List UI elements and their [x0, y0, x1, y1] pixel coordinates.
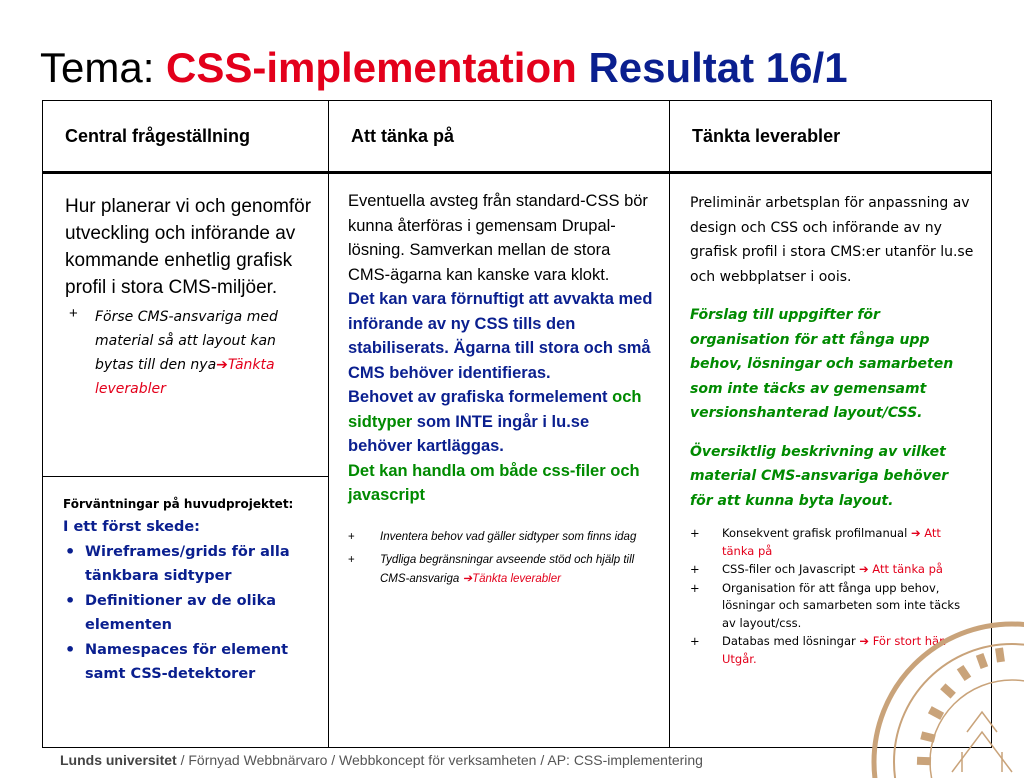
- deliverables-p1: Preliminär arbetsplan för anpassning av design och CSS och införande av ny grafisk profil i stora CMS:er utanför lu.se och webbplatser i oois.: [690, 195, 974, 285]
- bullet-marker: +: [69, 305, 78, 322]
- list-item: [63, 540, 325, 589]
- list-item: [690, 525, 975, 560]
- footer: [60, 748, 900, 772]
- note-body: Tydliga begränsningar avseende stöd och hjälp till CMS-ansvariga: [380, 553, 635, 585]
- bullet-text: [95, 305, 315, 401]
- bullet-body: Förse CMS-ansvariga med material så att layout kan bytas till den nya: [95, 309, 278, 373]
- header-think: Att tänka på: [351, 125, 455, 146]
- item-body: CSS-filer och Javascript: [722, 562, 859, 576]
- list-item-text: [722, 561, 943, 579]
- title-prefix: Tema:: [40, 44, 167, 91]
- item-link: Att tänka på: [872, 562, 943, 576]
- item-link: Att tänka på: [722, 526, 941, 558]
- header-deliverables: Tänkta leverabler: [692, 125, 841, 146]
- item-link: För stort här. Utgår.: [722, 634, 947, 666]
- list-item-text: Definitioner av de olika elementen: [85, 592, 277, 633]
- p3-part-a: Behovet av grafiska formelement: [348, 388, 613, 406]
- list-item-text: Namespaces för element samt CSS-detektorer: [85, 641, 289, 682]
- title-result: Resultat 16/1: [588, 44, 848, 91]
- header-central: Central frågeställning: [65, 125, 251, 146]
- bullet-dot: •: [65, 541, 76, 561]
- p3-part-green: och sidtyper: [348, 388, 642, 431]
- considerations-cell: [348, 189, 653, 589]
- list-item-text: Wireframes/grids för alla tänkbara sidtyper: [85, 543, 290, 584]
- arrow-right-icon: ➔: [858, 562, 869, 576]
- page-title: [40, 40, 1000, 96]
- considerations-p2: Det kan vara förnuftigt att avvakta med införande av ny CSS tills den stabiliserats. Ägarna till stora och små CMS behöver identifieras.: [348, 290, 653, 382]
- bullet-dot: •: [65, 639, 76, 659]
- header-rule: [43, 171, 991, 174]
- title-topic: CSS-implementation: [166, 44, 577, 91]
- list-marker: +: [690, 580, 700, 595]
- note-marker: +: [348, 530, 355, 543]
- note-link: Tänkta leverabler: [472, 572, 561, 585]
- note-item: [348, 528, 653, 547]
- list-item: [63, 638, 325, 687]
- list-item: [63, 589, 325, 638]
- arrow-right-icon: ➔: [462, 572, 473, 585]
- footer-path: / Förnyad Webbnärvaro / Webbkoncept för verksamheten / AP: CSS-implementering: [176, 752, 703, 768]
- list-marker: +: [690, 562, 700, 576]
- list-marker: +: [690, 526, 700, 540]
- central-bullet: [65, 305, 315, 401]
- item-body: Databas med lösningar: [722, 634, 860, 648]
- list-item-text: Organisation för att fånga upp behov, lösningar och samarbeten som inte täcks av layout/css.: [722, 580, 961, 630]
- central-question-cell: [65, 193, 315, 401]
- note-marker: +: [348, 553, 355, 566]
- list-item-text: [722, 525, 975, 560]
- item-body: Konsekvent grafisk profilmanual: [722, 526, 911, 540]
- p3-part-b: som INTE ingår i lu.se behöver kartläggas.: [348, 412, 590, 455]
- divider-2: [669, 101, 670, 747]
- deliverables-p3: Översiktlig beskrivning av vilket material CMS-ansvariga behöver för att kunna byta layout.: [690, 443, 949, 509]
- note-text: [380, 551, 653, 589]
- footer-org: Lunds universitet: [60, 752, 177, 768]
- expectations-cell: [63, 493, 325, 687]
- note-text: Inventera behov vad gäller sidtyper som finns idag: [380, 530, 637, 543]
- expectations-list: [63, 540, 325, 687]
- list-item: [690, 561, 975, 579]
- considerations-p1: Eventuella avsteg från standard-CSS bör kunna återföras i gemensam Drupal-lösning. Samverkan mellan de stora CMS-ägarna kan kanske vara klokt.: [348, 192, 648, 284]
- considerations-p4: Det kan handla om både css-filer och javascript: [348, 461, 640, 504]
- expectations-heading: Förväntningar på huvudprojektet:: [63, 497, 294, 511]
- divider-1: [328, 101, 329, 747]
- considerations-p3: [348, 385, 653, 459]
- note-item: [348, 551, 653, 589]
- bullet-dot: •: [65, 590, 76, 610]
- arrow-right-icon: ➔: [910, 526, 921, 540]
- central-question: Hur planerar vi och genomför utveckling och införande av kommande enhetlig grafisk profil i stora CMS-miljöer.: [65, 196, 312, 298]
- arrow-right-icon: ➔: [859, 634, 870, 648]
- expectations-subheading: I ett först skede:: [63, 519, 200, 535]
- deliverables-cell: [690, 191, 975, 669]
- col1-rule: [43, 476, 328, 477]
- bullet-link: Tänkta leverabler: [95, 357, 275, 397]
- list-marker: +: [690, 634, 700, 648]
- content-table: [42, 100, 992, 748]
- arrow-right-icon: ➔: [216, 357, 228, 373]
- deliverables-p2: Förslag till uppgifter för organisation för att fånga upp behov, lösningar och samarbeten som inte täcks av gemensamt versionshanterad layout/CSS.: [690, 307, 954, 421]
